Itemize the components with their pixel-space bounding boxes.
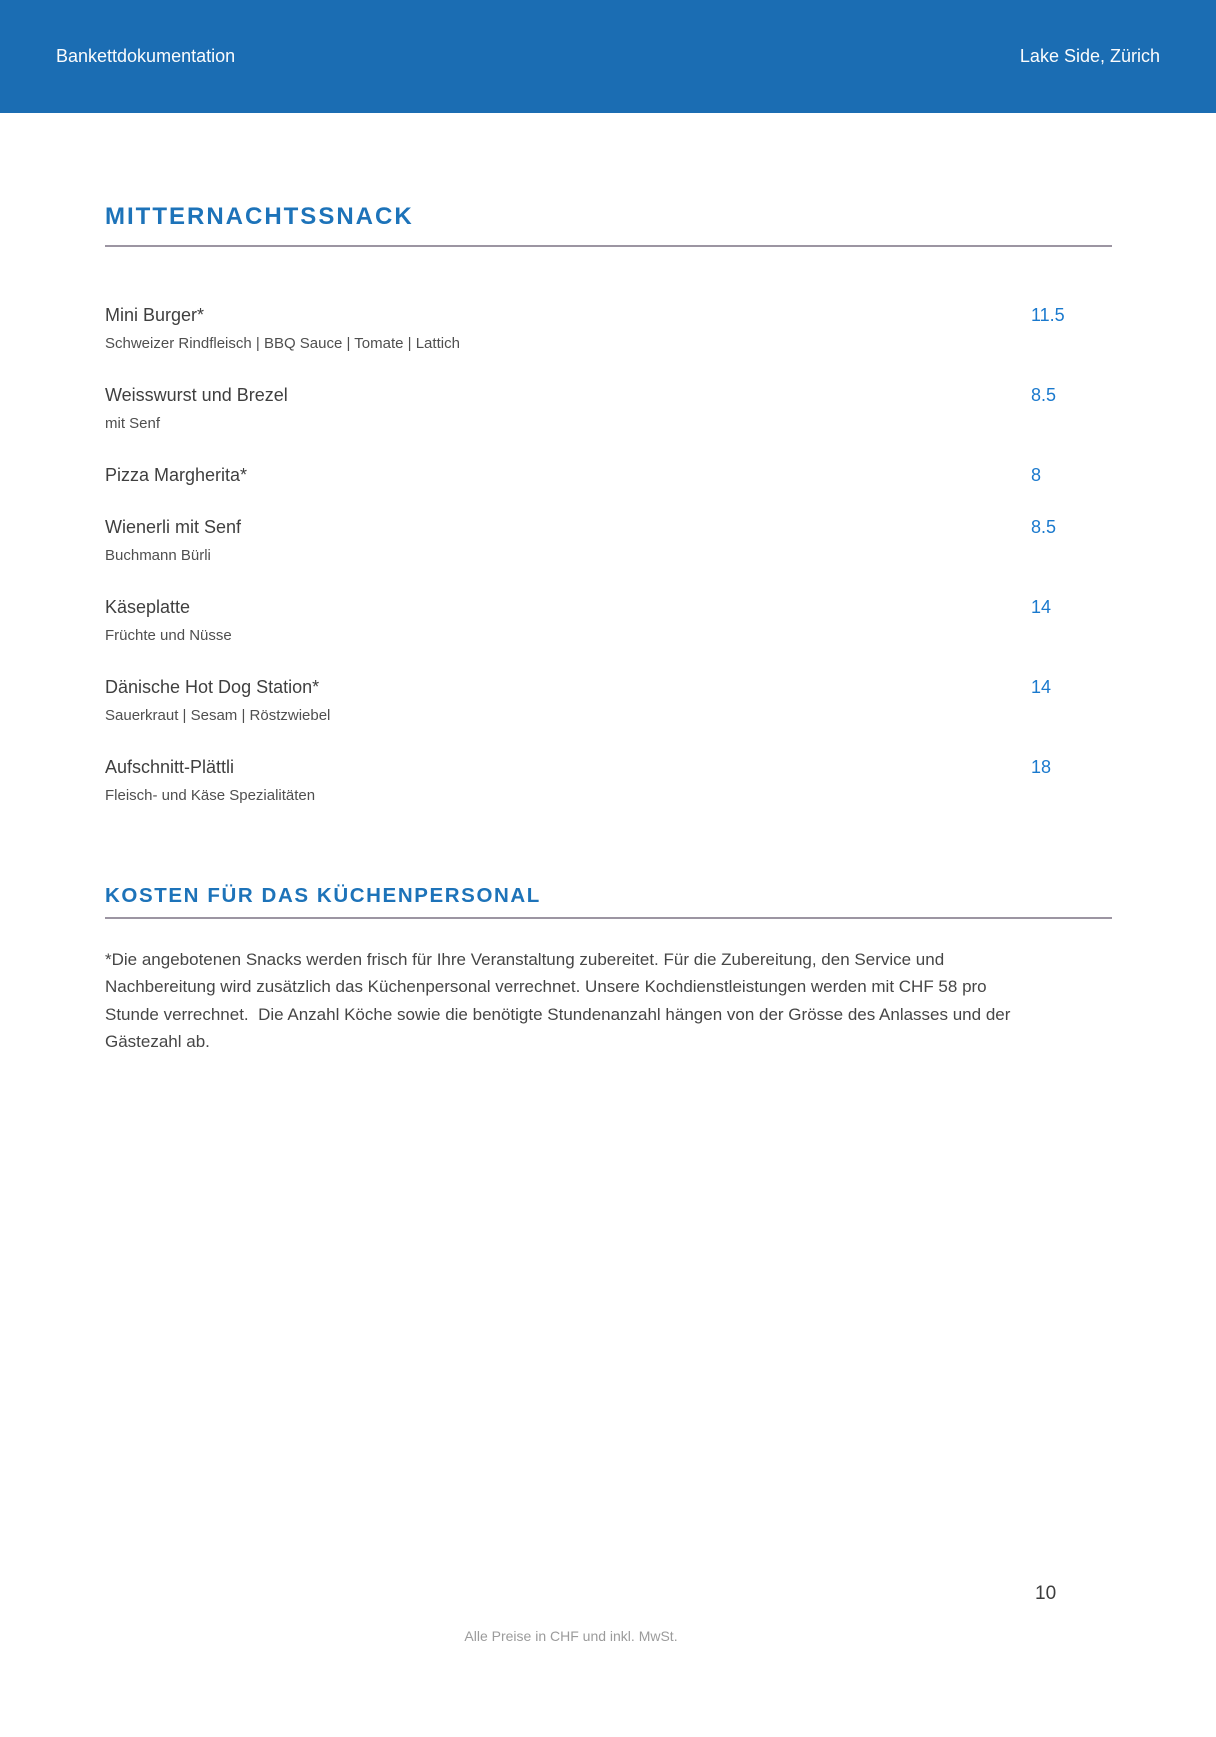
item-name: Käseplatte — [105, 596, 191, 617]
item-description: Früchte und Nüsse — [105, 626, 232, 644]
menu-item — [105, 462, 1112, 488]
page-number: 10 — [1035, 1583, 1057, 1604]
item-description: mit Senf — [105, 414, 161, 432]
menu-item — [105, 382, 1112, 436]
item-name: Mini Burger* — [105, 304, 205, 325]
item-price: 8.5 — [1031, 384, 1057, 405]
item-name: Pizza Margherita* — [105, 464, 248, 485]
venue-name: Lake Side, Zürich — [1019, 46, 1160, 66]
document-title: Bankettdokumentation — [56, 46, 236, 66]
item-name: Dänische Hot Dog Station* — [105, 676, 320, 697]
item-price: 8 — [1031, 464, 1042, 485]
item-description: Buchmann Bürli — [105, 546, 211, 564]
footer-note: Alle Preise in CHF und inkl. MwSt. — [464, 1628, 678, 1644]
item-name: Weisswurst und Brezel — [105, 384, 288, 405]
section-divider — [105, 917, 1112, 919]
page-header — [0, 0, 1216, 113]
section-title-mitternachtssnack: MITTERNACHTSSNACK — [105, 203, 414, 230]
item-price: 14 — [1031, 676, 1052, 697]
menu-item — [105, 594, 1112, 648]
item-price: 11.5 — [1031, 304, 1065, 325]
item-description: Schweizer Rindfleisch | BBQ Sauce | Tomate | Lattich — [105, 334, 460, 352]
menu-item — [105, 674, 1112, 728]
menu-item — [105, 514, 1112, 568]
item-name: Aufschnitt-Plättli — [105, 756, 235, 777]
section-title-kuechenpersonal: KOSTEN FÜR DAS KÜCHENPERSONAL — [105, 883, 541, 907]
page-content — [0, 203, 1216, 1056]
staff-cost-note: *Die angebotenen Snacks werden frisch für Ihre Veranstaltung zubereitet. Für die Zubereitung, den Service und Nachbereitung wird zusätzlich das Küchenpersonal verrechnet. Unsere Kochdienstleistungen werden mit CHF 58 pro Stunde verrechnet. Die Anzahl Köche sowie die benötigte Stundenanzahl hängen von der Grösse des Anlasses und der Gästezahl ab. — [105, 949, 1016, 1052]
menu-item — [105, 754, 1112, 808]
item-description: Fleisch- und Käse Spezialitäten — [105, 786, 316, 804]
menu-item — [105, 302, 1112, 356]
section-divider — [105, 245, 1112, 247]
item-name: Wienerli mit Senf — [105, 516, 242, 537]
item-description: Sauerkraut | Sesam | Röstzwiebel — [105, 706, 331, 724]
menu-list — [105, 302, 1112, 808]
item-price: 8.5 — [1031, 516, 1057, 537]
item-price: 18 — [1031, 756, 1052, 777]
item-price: 14 — [1031, 596, 1052, 617]
